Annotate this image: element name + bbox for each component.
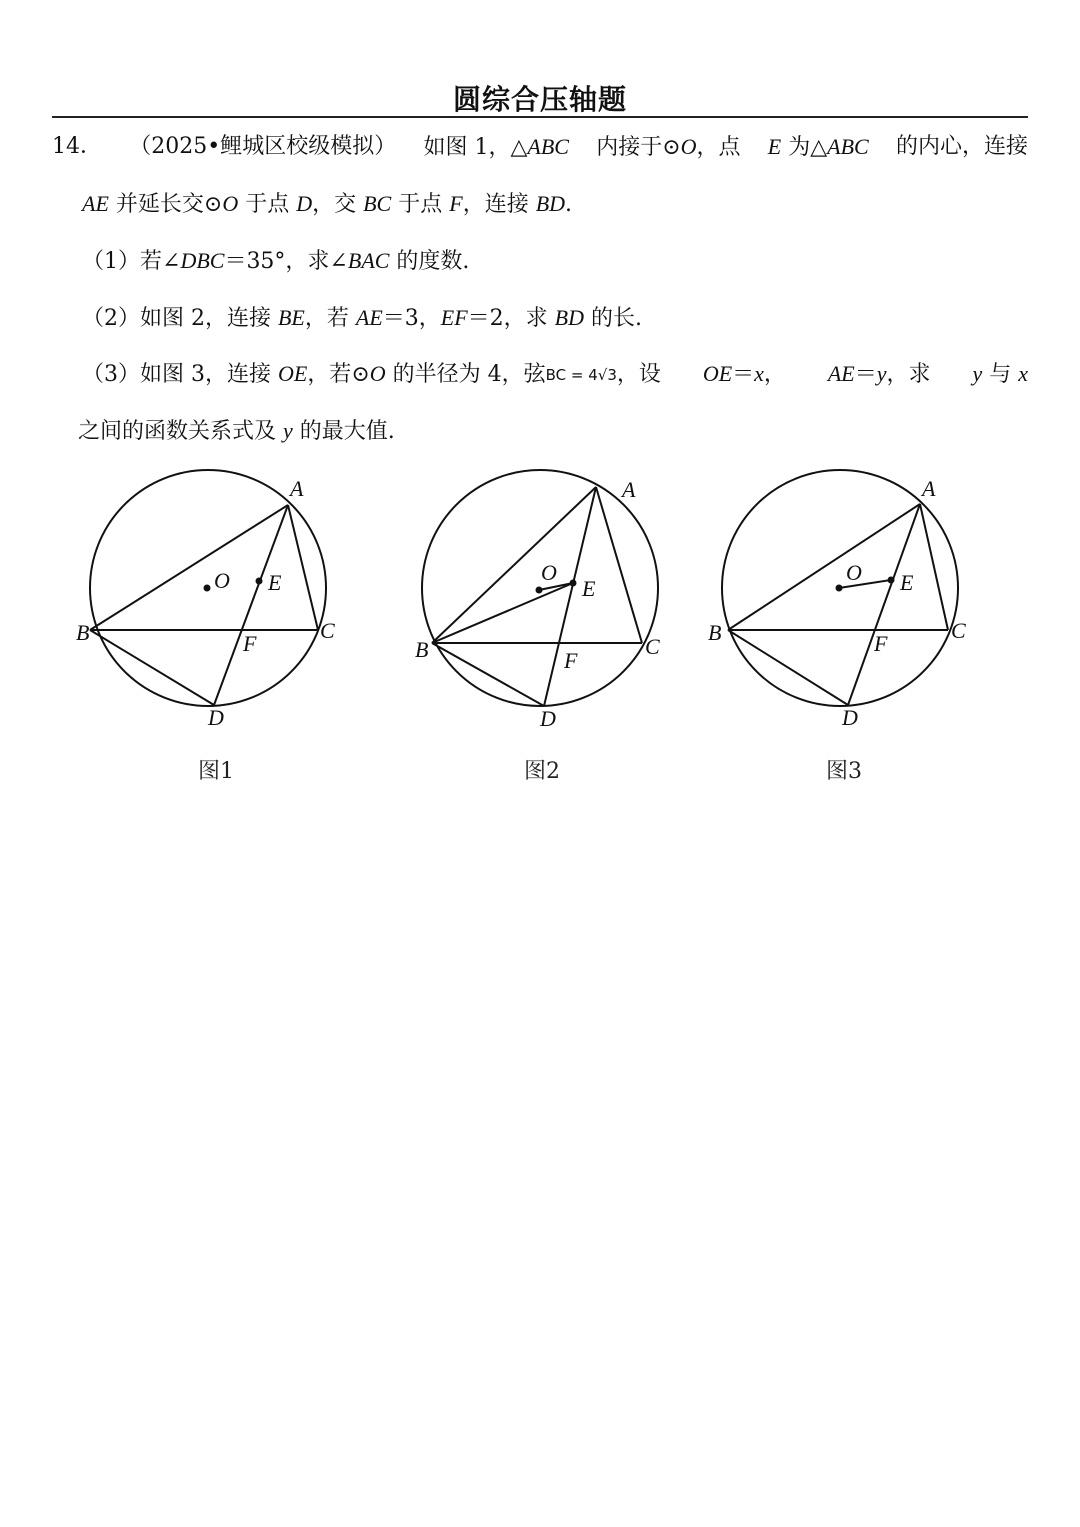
label-f: F [243,631,257,656]
segment-ab [90,505,288,630]
label-e: E [268,570,282,595]
label-b: B [415,637,429,662]
figures [0,460,1080,800]
segment-bd [90,630,214,705]
point-e [256,578,263,585]
problem-line-2: AE 并延长交⊙O 于点 D，交 BC 于点 F，连接 BD. [82,191,573,217]
figure-2 [415,470,660,784]
label-b: B [708,620,722,645]
page-title: 圆综合压轴题 [452,83,627,116]
label-c: C [645,634,660,659]
chord-expression: BC = 4√3 [545,366,617,384]
point-e [570,580,577,587]
problem-line-1: 14． （2025•鲤城区校级模拟） 如图 1，△ABC 内接于⊙O，点 E 为△ABC 的内心，连接 [52,132,1028,163]
segment-ab [728,504,920,630]
label-e: E [582,576,596,601]
segment-ac [596,487,642,643]
label-a: A [922,476,936,501]
label-f: F [874,631,888,656]
segment-bd [432,643,544,706]
caption-3: 图3 [826,759,862,784]
figure-1 [76,470,335,784]
segment-ad [214,505,288,705]
segment-ac [920,504,948,630]
question-1: （1）若∠DBC＝35°，求∠BAC 的度数. [82,248,470,274]
segment-ac [288,505,318,630]
caption-1: 图1 [198,759,234,784]
label-d: D [842,705,858,730]
label-a: A [622,477,636,502]
label-c: C [951,618,966,643]
segment-ab [432,487,596,643]
point-e [888,577,895,584]
label-a: A [290,476,304,501]
problem-number: 14． [52,134,102,159]
question-3-cont: 之间的函数关系式及 y 的最大值. [78,418,395,444]
figure-3 [708,470,966,784]
title-divider [52,116,1028,118]
segment-be [432,583,573,643]
point-o [836,585,843,592]
label-o: O [214,568,230,593]
question-2: （2）如图 2，连接 BE，若 AE＝3，EF＝2，求 BD 的长. [82,305,642,331]
point-o [204,585,211,592]
segment-ad [848,504,920,705]
label-o: O [846,560,862,585]
label-b: B [76,620,90,645]
question-3: （3）如图 3，连接 OE，若⊙O 的半径为 4，弦BC = 4√3，设 OE＝x， AE＝y，求 y 与 x [82,361,1028,387]
caption-2: 图2 [524,759,560,784]
label-c: C [320,618,335,643]
problem-source: （2025•鲤城区校级模拟） [129,134,397,159]
label-f: F [564,648,578,673]
label-o: O [541,560,557,585]
label-d: D [540,706,556,731]
label-d: D [208,705,224,730]
point-o [536,587,543,594]
label-e: E [900,570,914,595]
